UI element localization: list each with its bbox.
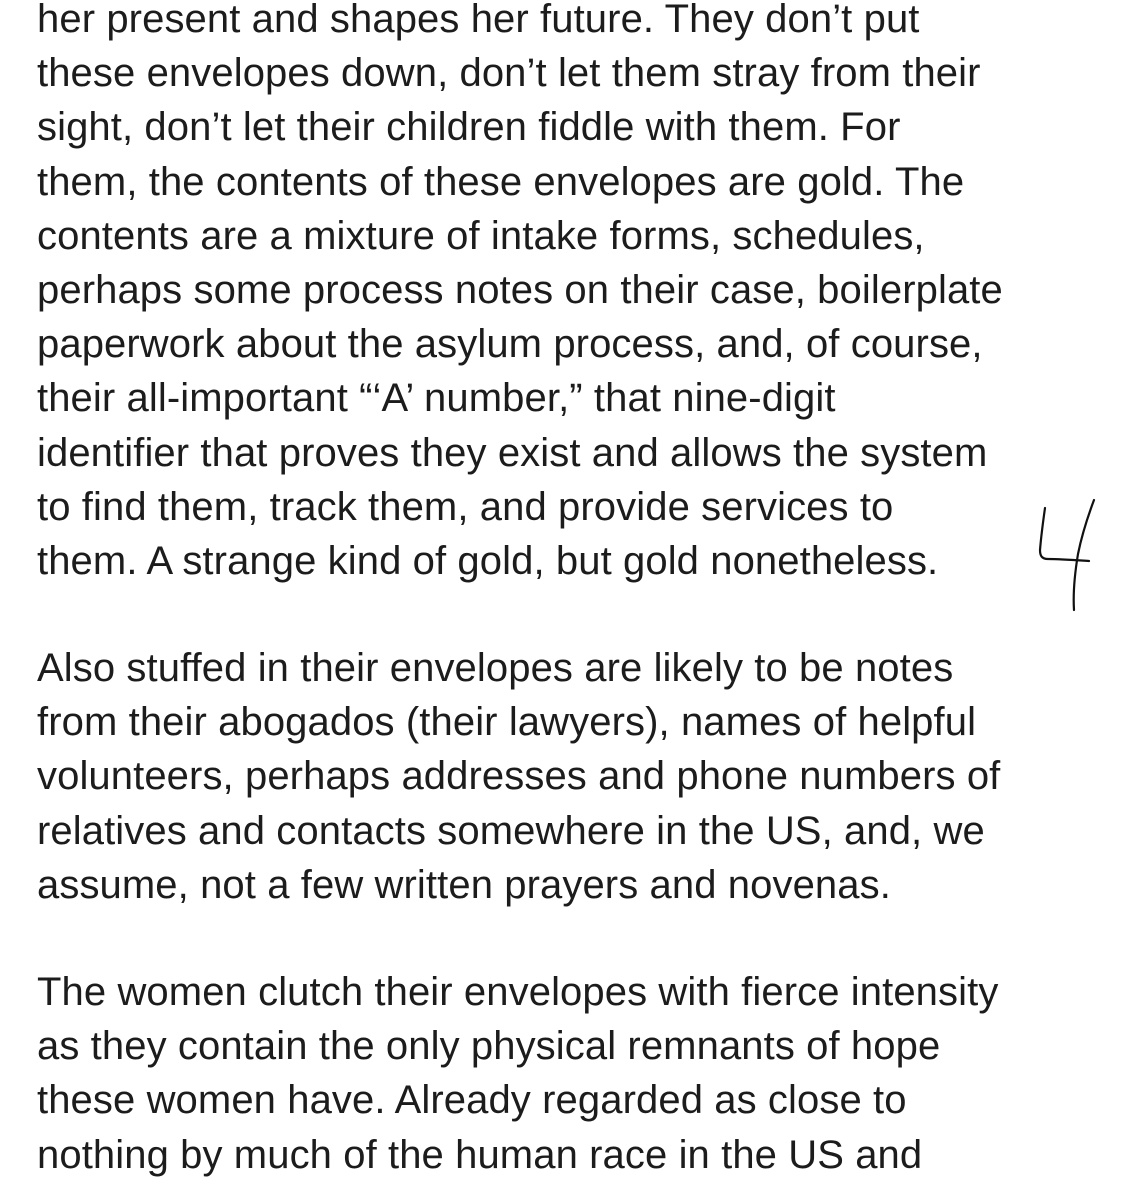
text-line: her present and shapes her future. They don’t put [37, 0, 920, 41]
handwritten-number-mark [1032, 498, 1098, 618]
text-line: these women have. Already regarded as close to [37, 1078, 907, 1123]
text-line: them. A strange kind of gold, but gold nonetheless. [37, 539, 939, 584]
text-line: them, the contents of these envelopes are gold. The [37, 159, 965, 204]
text-line: to find them, track them, and provide services to [37, 484, 894, 529]
paragraph-1 [37, 0, 1003, 588]
text-line: nothing by much of the human race in the US and [37, 1132, 923, 1177]
text-line: identifier that proves they exist and allows the system [37, 430, 988, 475]
text-line: contents are a mixture of intake forms, schedules, [37, 213, 925, 258]
text-line: sight, don’t let their children fiddle with them. For [37, 105, 901, 150]
text-line: from their abogados (their lawyers), names of helpful [37, 700, 977, 745]
paragraph-3 [37, 965, 998, 1182]
text-line: these envelopes down, don’t let them stray from their [37, 51, 981, 96]
text-line: volunteers, perhaps addresses and phone numbers of [37, 754, 1001, 799]
paragraph-2 [37, 641, 1000, 912]
text-line: relatives and contacts somewhere in the US, and, we [37, 808, 985, 853]
text-line: paperwork about the asylum process, and, of course, [37, 322, 983, 367]
text-line: as they contain the only physical remnants of hope [37, 1024, 941, 1069]
text-line: Also stuffed in their envelopes are likely to be notes [37, 646, 954, 690]
text-line: their all-important “‘A’ number,” that nine-digit [37, 376, 836, 421]
text-line: perhaps some process notes on their case, boilerplate [37, 268, 1003, 313]
text-line: assume, not a few written prayers and novenas. [37, 862, 891, 907]
text-line: The women clutch their envelopes with fierce intensity [37, 970, 999, 1014]
